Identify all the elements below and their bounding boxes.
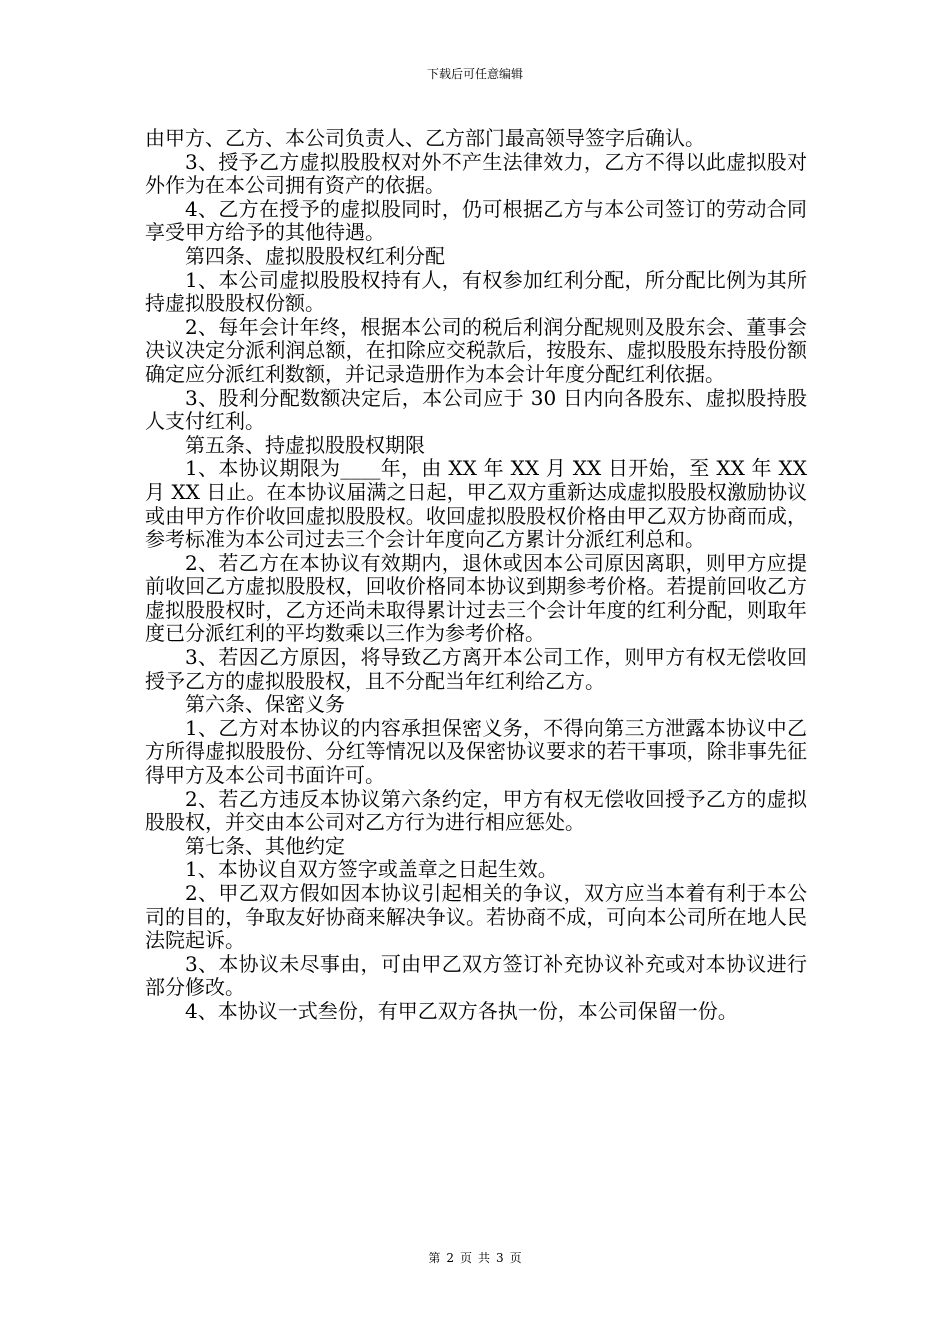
paragraph: 3、授予乙方虚拟股股权对外不产生法律效力，乙方不得以此虚拟股对外作为在本公司拥有资产的依据。 (145, 149, 807, 198)
footer-page-word: 页 (459, 1251, 472, 1265)
page-footer (0, 1250, 950, 1266)
document-body (145, 127, 807, 1024)
paragraph: 2、甲乙双方假如因本协议引起相关的争议，双方应当本着有利于本公司的目的，争取友好协商来解决争议。若协商不成，可向本公司所在地人民法院起诉。 (145, 881, 807, 953)
page-header: 下载后可任意编辑 (426, 67, 523, 81)
footer-prefix: 第 (428, 1251, 441, 1265)
paragraph: 2、每年会计年终，根据本公司的税后利润分配规则及股东会、董事会决议决定分派利润总额，在扣除应交税款后，按股东、虚拟股股东持股份额确定应分派红利数额，并记录造册作为本会计年度分配红利依据。 (145, 314, 807, 386)
paragraph: 3、若因乙方原因，将导致乙方离开本公司工作，则甲方有权无偿收回授予乙方的虚拟股股权，且不分配当年红利给乙方。 (145, 645, 807, 693)
paragraph: 第四条、虚拟股股权红利分配 (185, 243, 445, 268)
paragraph: 第五条、持虚拟股股权期限 (185, 432, 425, 457)
paragraph: 2、若乙方违反本协议第六条约定，甲方有权无偿收回授予乙方的虚拟股股权，并交由本公司对乙方行为进行相应惩处。 (145, 786, 807, 835)
paragraph: 1、本协议自双方签字或盖章之日起生效。 (185, 857, 558, 882)
paragraph: 3、本协议未尽事由，可由甲乙双方签订补充协议补充或对本协议进行部分修改。 (145, 951, 807, 1000)
paragraph: 1、乙方对本协议的内容承担保密义务，不得向第三方泄露本协议中乙方所得虚拟股股份、分红等情况以及保密协议要求的若干事项，除非事先征得甲方及本公司书面许可。 (145, 715, 807, 788)
footer-current-page: 2 (446, 1251, 454, 1265)
paragraph: 1、本协议期限为____年，由 XX 年 XX 月 XX 日开始，至 XX 年 XX 月 XX 日止。在本协议届满之日起，甲乙双方重新达成虚拟股股权激励协议或由甲方作价收回虚拟股股权。收回虚拟股股权价格由甲乙双方协商而成，参考标准为本公司过去三个会计年度向乙方累计分派红利总和。 (145, 456, 807, 552)
footer-total-word: 共 (478, 1251, 491, 1265)
paragraph: 4、本协议一式叁份，有甲乙双方各执一份，本公司保留一份。 (185, 998, 738, 1023)
paragraph: 2、若乙方在本协议有效期内，退休或因本公司原因离职，则甲方应提前收回乙方虚拟股股权，回收价格同本协议到期参考价格。若提前回收乙方虚拟股股权时，乙方还尚未取得累计过去三个会计年度的红利分配，则取年度已分派红利的平均数乘以三作为参考价格。 (145, 550, 807, 646)
paragraph: 第七条、其他约定 (185, 833, 345, 858)
paragraph: 4、乙方在授予的虚拟股同时，仍可根据乙方与本公司签订的劳动合同享受甲方给予的其他待遇。 (145, 196, 807, 245)
paragraph: 第六条、保密义务 (185, 692, 345, 717)
paragraph: 3、股利分配数额决定后，本公司应于 30 日内向各股东、虚拟股持股人支付红利。 (145, 385, 807, 434)
paragraph: 1、本公司虚拟股股权持有人，有权参加红利分配，所分配比例为其所持虚拟股股权份额。 (145, 267, 807, 316)
footer-suffix: 页 (509, 1251, 522, 1265)
paragraph: 由甲方、乙方、本公司负责人、乙方部门最高领导签字后确认。 (145, 126, 705, 150)
footer-total-pages: 3 (496, 1251, 504, 1265)
